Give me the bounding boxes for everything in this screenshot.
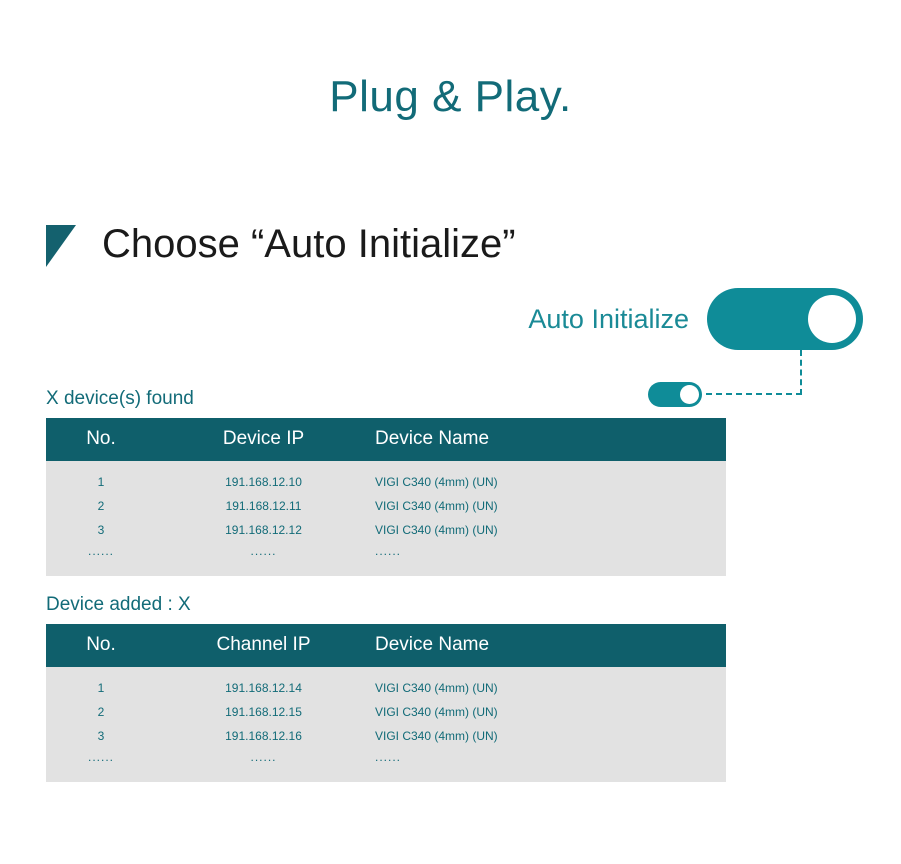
connector-line-vertical (800, 350, 802, 395)
cell-channel-ip: 191.168.12.15 (225, 705, 302, 719)
column-header-channel-ip: Channel IP (156, 624, 371, 667)
device-added-block (46, 594, 722, 782)
cell-no: 1 (97, 681, 105, 695)
cell-device-name: VIGI C340 (4mm) (UN) (375, 681, 498, 695)
device-added-caption: Device added : X (46, 594, 191, 615)
column-header-device-name: Device Name (371, 624, 726, 667)
cell-device-name: ...... (375, 544, 402, 558)
cell-device-ip: 191.168.12.11 (225, 499, 302, 513)
cell-device-name: VIGI C340 (4mm) (UN) (375, 729, 498, 743)
table-row (46, 461, 726, 494)
cell-no: 3 (97, 729, 105, 743)
devices-found-table (46, 418, 726, 576)
table-row (46, 700, 726, 724)
cell-no: ...... (87, 750, 114, 764)
cell-device-ip: 191.168.12.10 (225, 475, 302, 489)
auto-initialize-label: Auto Initialize (528, 303, 689, 334)
column-header-no: No. (46, 624, 156, 667)
cell-channel-ip: ...... (250, 750, 277, 764)
table-row (46, 667, 726, 700)
triangle-bullet-icon (46, 225, 76, 267)
cell-device-name: VIGI C340 (4mm) (UN) (375, 523, 498, 537)
devices-found-caption: X device(s) found (46, 388, 194, 409)
auto-initialize-row (528, 288, 863, 350)
device-added-table (46, 624, 726, 782)
auto-initialize-toggle[interactable] (707, 288, 863, 350)
column-header-device-name: Device Name (371, 418, 726, 461)
section-heading (46, 222, 516, 267)
cell-no: 2 (97, 705, 105, 719)
cell-channel-ip: 191.168.12.14 (225, 681, 302, 695)
cell-device-name: VIGI C340 (4mm) (UN) (375, 705, 498, 719)
cell-no: ...... (87, 544, 114, 558)
cell-no: 1 (97, 475, 105, 489)
cell-no: 3 (97, 523, 105, 537)
table-row (46, 724, 726, 748)
table-header-row (46, 418, 726, 461)
column-header-device-ip: Device IP (156, 418, 371, 461)
table-header-row (46, 624, 726, 667)
cell-device-name: VIGI C340 (4mm) (UN) (375, 475, 498, 489)
cell-device-ip: ...... (250, 544, 277, 558)
devices-found-block (46, 388, 722, 576)
table-row (46, 494, 726, 518)
cell-device-name: VIGI C340 (4mm) (UN) (375, 499, 498, 513)
column-header-no: No. (46, 418, 156, 461)
cell-device-ip: 191.168.12.12 (225, 523, 302, 537)
cell-device-name: ...... (375, 750, 402, 764)
table-row (46, 518, 726, 542)
page-title: Plug & Play. (329, 72, 572, 121)
table-row-ellipsis (46, 748, 726, 782)
section-heading-text: Choose “Auto Initialize” (102, 222, 516, 266)
cell-no: 2 (97, 499, 105, 513)
toggle-knob (808, 295, 856, 343)
table-row-ellipsis (46, 542, 726, 576)
cell-channel-ip: 191.168.12.16 (225, 729, 302, 743)
